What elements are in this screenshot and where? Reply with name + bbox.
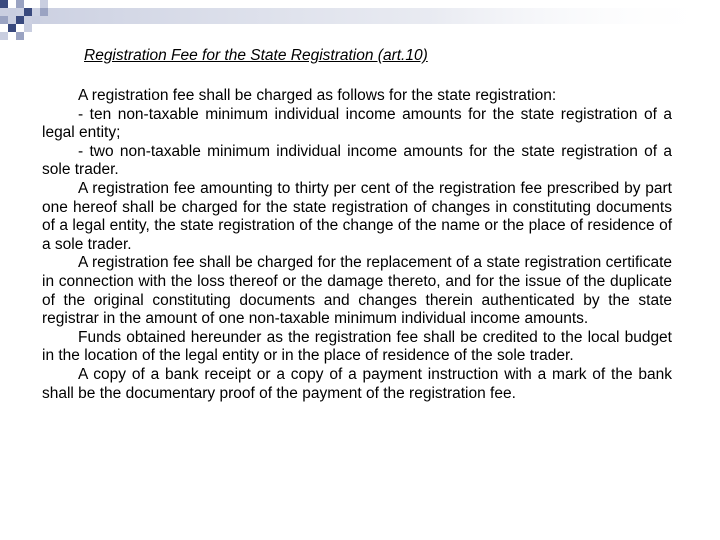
- paragraph-changes-fee: A registration fee amounting to thirty per cent of the registration fee prescribed by part one hereof shall be charged for the state registration of changes in constituting documents of a legal entity, the state registration of the change of the name or the place of residence of a sole trader.: [42, 179, 672, 253]
- paragraph-legal-entity-fee: - ten non-taxable minimum individual income amounts for the state registration of a legal entity;: [42, 105, 672, 142]
- document-heading: Registration Fee for the State Registration (art.10): [84, 47, 428, 64]
- document-body: [42, 87, 672, 403]
- paragraph-intro: A registration fee shall be charged as follows for the state registration:: [78, 87, 557, 104]
- paragraph-sole-trader-fee: - two non-taxable minimum individual income amounts for the state registration of a sole trader.: [42, 142, 672, 179]
- paragraph-funds-credit: Funds obtained hereunder as the registration fee shall be credited to the local budget in the location of the legal entity or in the place of residence of the sole trader.: [42, 328, 672, 365]
- header-checker-decoration: [0, 0, 720, 44]
- paragraph-proof-of-payment: A copy of a bank receipt or a copy of a payment instruction with a mark of the bank shall be the documentary proof of the payment of the registration fee.: [42, 365, 672, 402]
- paragraph-replacement-fee: A registration fee shall be charged for the replacement of a state registration certificate in connection with the loss thereof or the damage thereto, and for the issue of the duplicate of the original constituting documents and changes therein authenticated by the state registrar in the amount of one non-taxable minimum individual income amounts.: [42, 254, 672, 328]
